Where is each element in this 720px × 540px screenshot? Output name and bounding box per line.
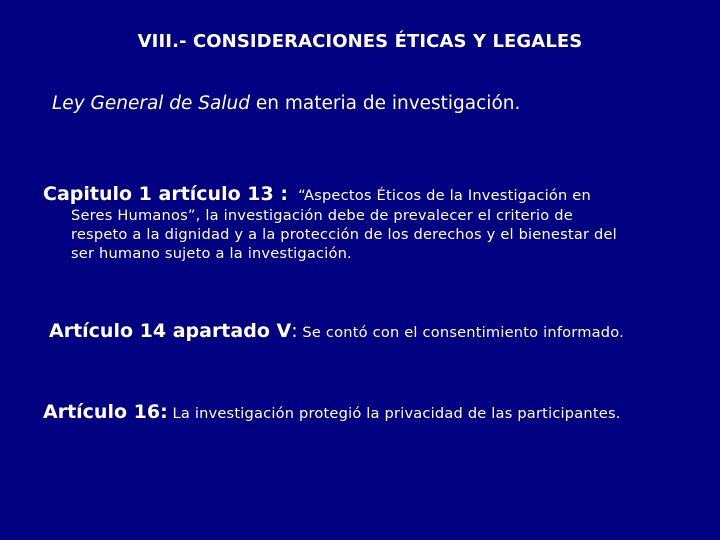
article-16-block: [43, 401, 621, 423]
law-name: Ley General de Salud: [52, 93, 250, 114]
article-14-heading: Artículo 14 apartado V: [49, 320, 292, 342]
slide-title: VIII.- CONSIDERACIONES ÉTICAS Y LEGALES: [137, 31, 583, 52]
slide-subtitle: [52, 93, 520, 114]
article-14-text: Se contó con el consentimiento informado.: [297, 324, 624, 341]
article-13-text-line-1: “Aspectos Éticos de la Investigación en: [298, 187, 591, 204]
article-14-colon: :: [291, 320, 298, 342]
article-13-first-line: [43, 183, 591, 205]
article-13-text-line-2: Seres Humanos”, la investigación debe de prevalecer el criterio de: [71, 207, 573, 224]
subtitle-rest: en materia de investigación.: [250, 93, 521, 114]
article-13-text-line-3: respeto a la dignidad y a la protección de los derechos y el bienestar del: [71, 226, 617, 243]
article-14-block: [49, 320, 624, 342]
article-16-heading: Artículo 16:: [43, 401, 168, 423]
article-16-text: La investigación protegió la privacidad de las participantes.: [167, 405, 621, 422]
article-13-heading: Capitulo 1 artículo 13 :: [43, 183, 288, 205]
article-13-text-line-4: ser humano sujeto a la investigación.: [71, 245, 352, 262]
